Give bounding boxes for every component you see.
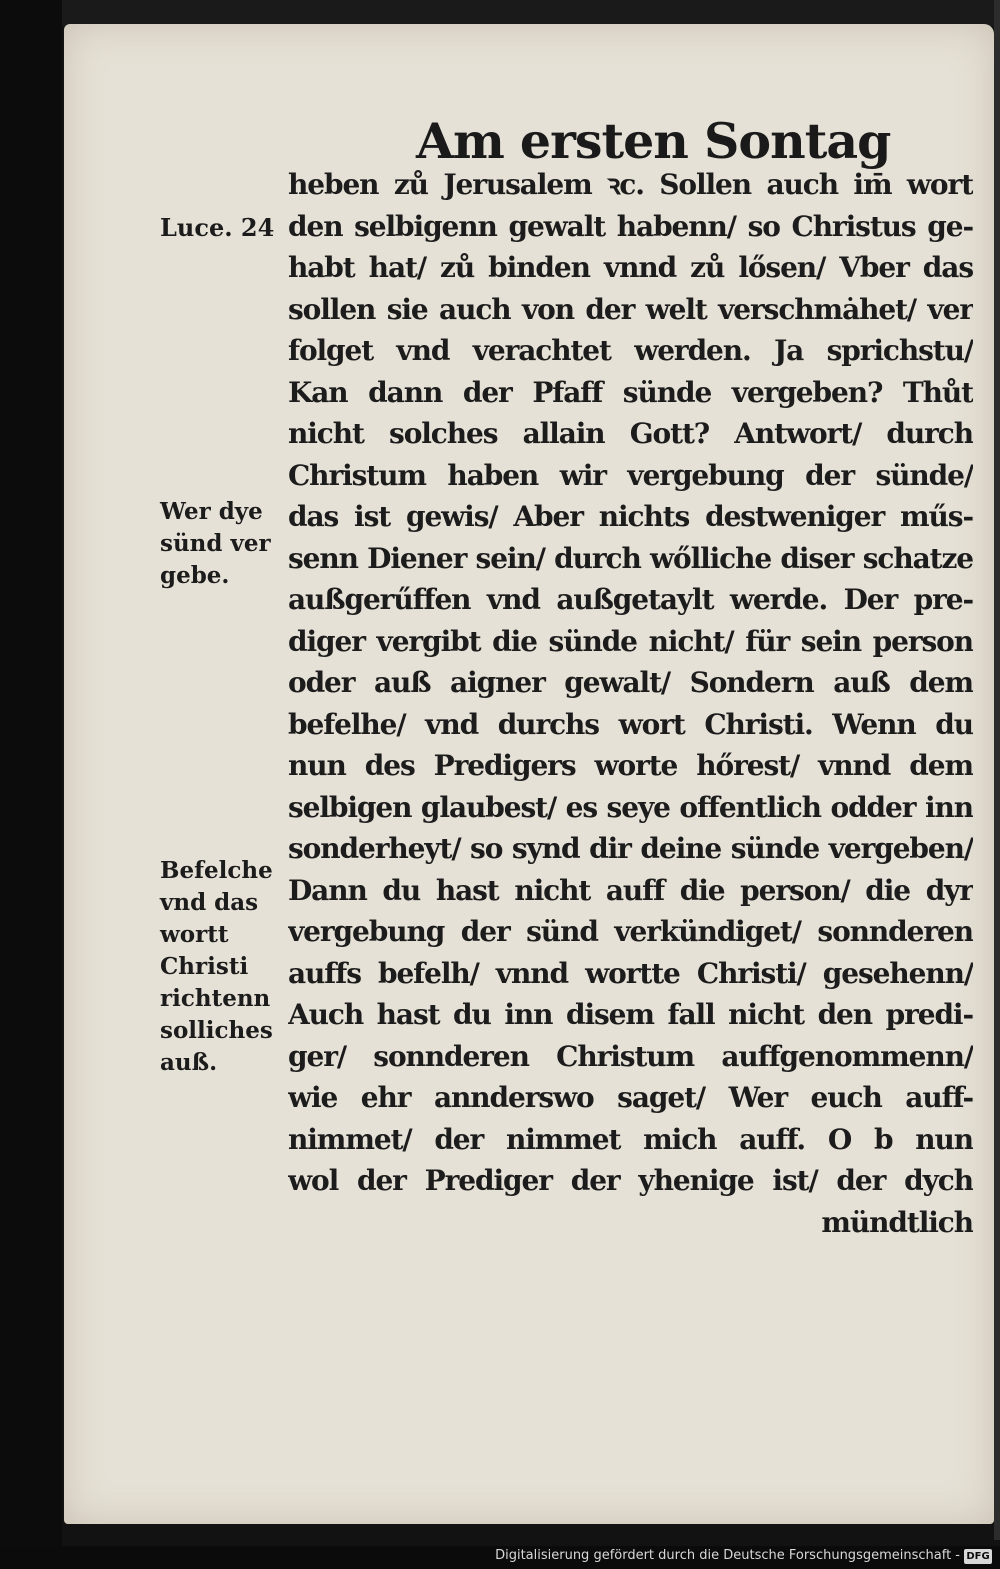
margin-note-sin-forgiveness: [160, 496, 271, 592]
dfg-logo: DFG: [964, 1549, 992, 1564]
text-line: senn Diener sein/ durch wőlliche diser schatze: [288, 541, 973, 575]
text-line: außgerűffen vnd außgetaylt werde. Der pre-: [288, 583, 973, 616]
margin-note-line: Befelche: [160, 857, 273, 884]
margin-note-command: [160, 855, 273, 1079]
text-line: ger/ sonnderen Christum auffgenommenn/: [288, 1039, 973, 1073]
text-line: den selbigenn gewalt habenn/ so Christus ge-: [288, 209, 973, 243]
margin-note-line: vnd das: [160, 889, 259, 916]
text-line: auffs befelh/ vnnd wortte Christi/ gesehenn/: [288, 956, 973, 990]
text-line: Dann du hast nicht auff die person/ die dyr: [288, 873, 973, 907]
scan-background-left: [0, 0, 62, 1569]
margin-note-line: Christi: [160, 953, 249, 980]
text-line: vergebung der sünd verkündiget/ sonnderen: [288, 915, 973, 948]
footer-credit: Digitalisierung gefördert durch die Deutsche Forschungsgemeinschaft -: [495, 1548, 960, 1563]
text-line: das ist gewis/ Aber nichts destweniger műs-: [288, 500, 973, 533]
text-line: Auch hast du inn disem fall nicht den predi-: [288, 998, 973, 1031]
text-line: diger vergibt die sünde nicht/ für sein person: [288, 624, 973, 658]
margin-note-line: auß.: [160, 1049, 218, 1076]
text-line: nicht solches allain Gott? Antwort/ durch: [288, 417, 973, 450]
margin-note-line: richtenn: [160, 985, 271, 1012]
text-line: Kan dann der Pfaff sünde vergeben? Thůt: [288, 375, 973, 409]
text-line: heben zů Jerusalem ꝛc. Sollen auch im̄ wort: [288, 168, 973, 201]
text-line: selbigen glaubest/ es seye offentlich odder inn: [288, 790, 973, 824]
catchword-line: mündtlich: [821, 1205, 973, 1239]
scan-background-top: [0, 0, 1000, 26]
text-line: folget vnd verachtet werden. Ja sprichstu/: [288, 334, 973, 367]
text-line: wie ehr annderswo saget/ Wer euch auff-: [288, 1081, 973, 1114]
page-heading: Am ersten Sontag: [416, 112, 891, 170]
text-line: habt hat/ zů binden vnnd zů lősen/ Vber das: [288, 251, 973, 284]
margin-note-line: solliches: [160, 1017, 273, 1044]
text-line: Christum haben wir vergebung der sünde/: [288, 458, 973, 492]
margin-note-line: Wer dye: [160, 498, 263, 525]
text-line: nimmet/ der nimmet mich auff. O b nun: [288, 1122, 973, 1156]
margin-note-line: gebe.: [160, 562, 230, 589]
margin-note-line: sünd ver: [160, 530, 271, 557]
body-text: [288, 164, 973, 1243]
text-line: oder auß aigner gewalt/ Sondern auß dem: [288, 666, 973, 699]
text-line: sollen sie auch von der welt verschmȧhet/ ver: [288, 292, 973, 326]
text-line: wol der Prediger der yhenige ist/ der dych: [288, 1164, 973, 1197]
text-line: sonderheyt/ so synd dir deine sünde vergeben/: [288, 832, 973, 865]
scan-background-right: [994, 0, 1000, 1540]
text-line: nun des Predigers worte hőrest/ vnnd dem: [288, 749, 973, 782]
margin-note-line: wortt: [160, 921, 229, 948]
margin-note-luke: [160, 212, 274, 244]
margin-note-line: Luce. 24: [160, 213, 275, 242]
text-line: befelhe/ vnd durchs wort Christi. Wenn du: [288, 707, 973, 741]
